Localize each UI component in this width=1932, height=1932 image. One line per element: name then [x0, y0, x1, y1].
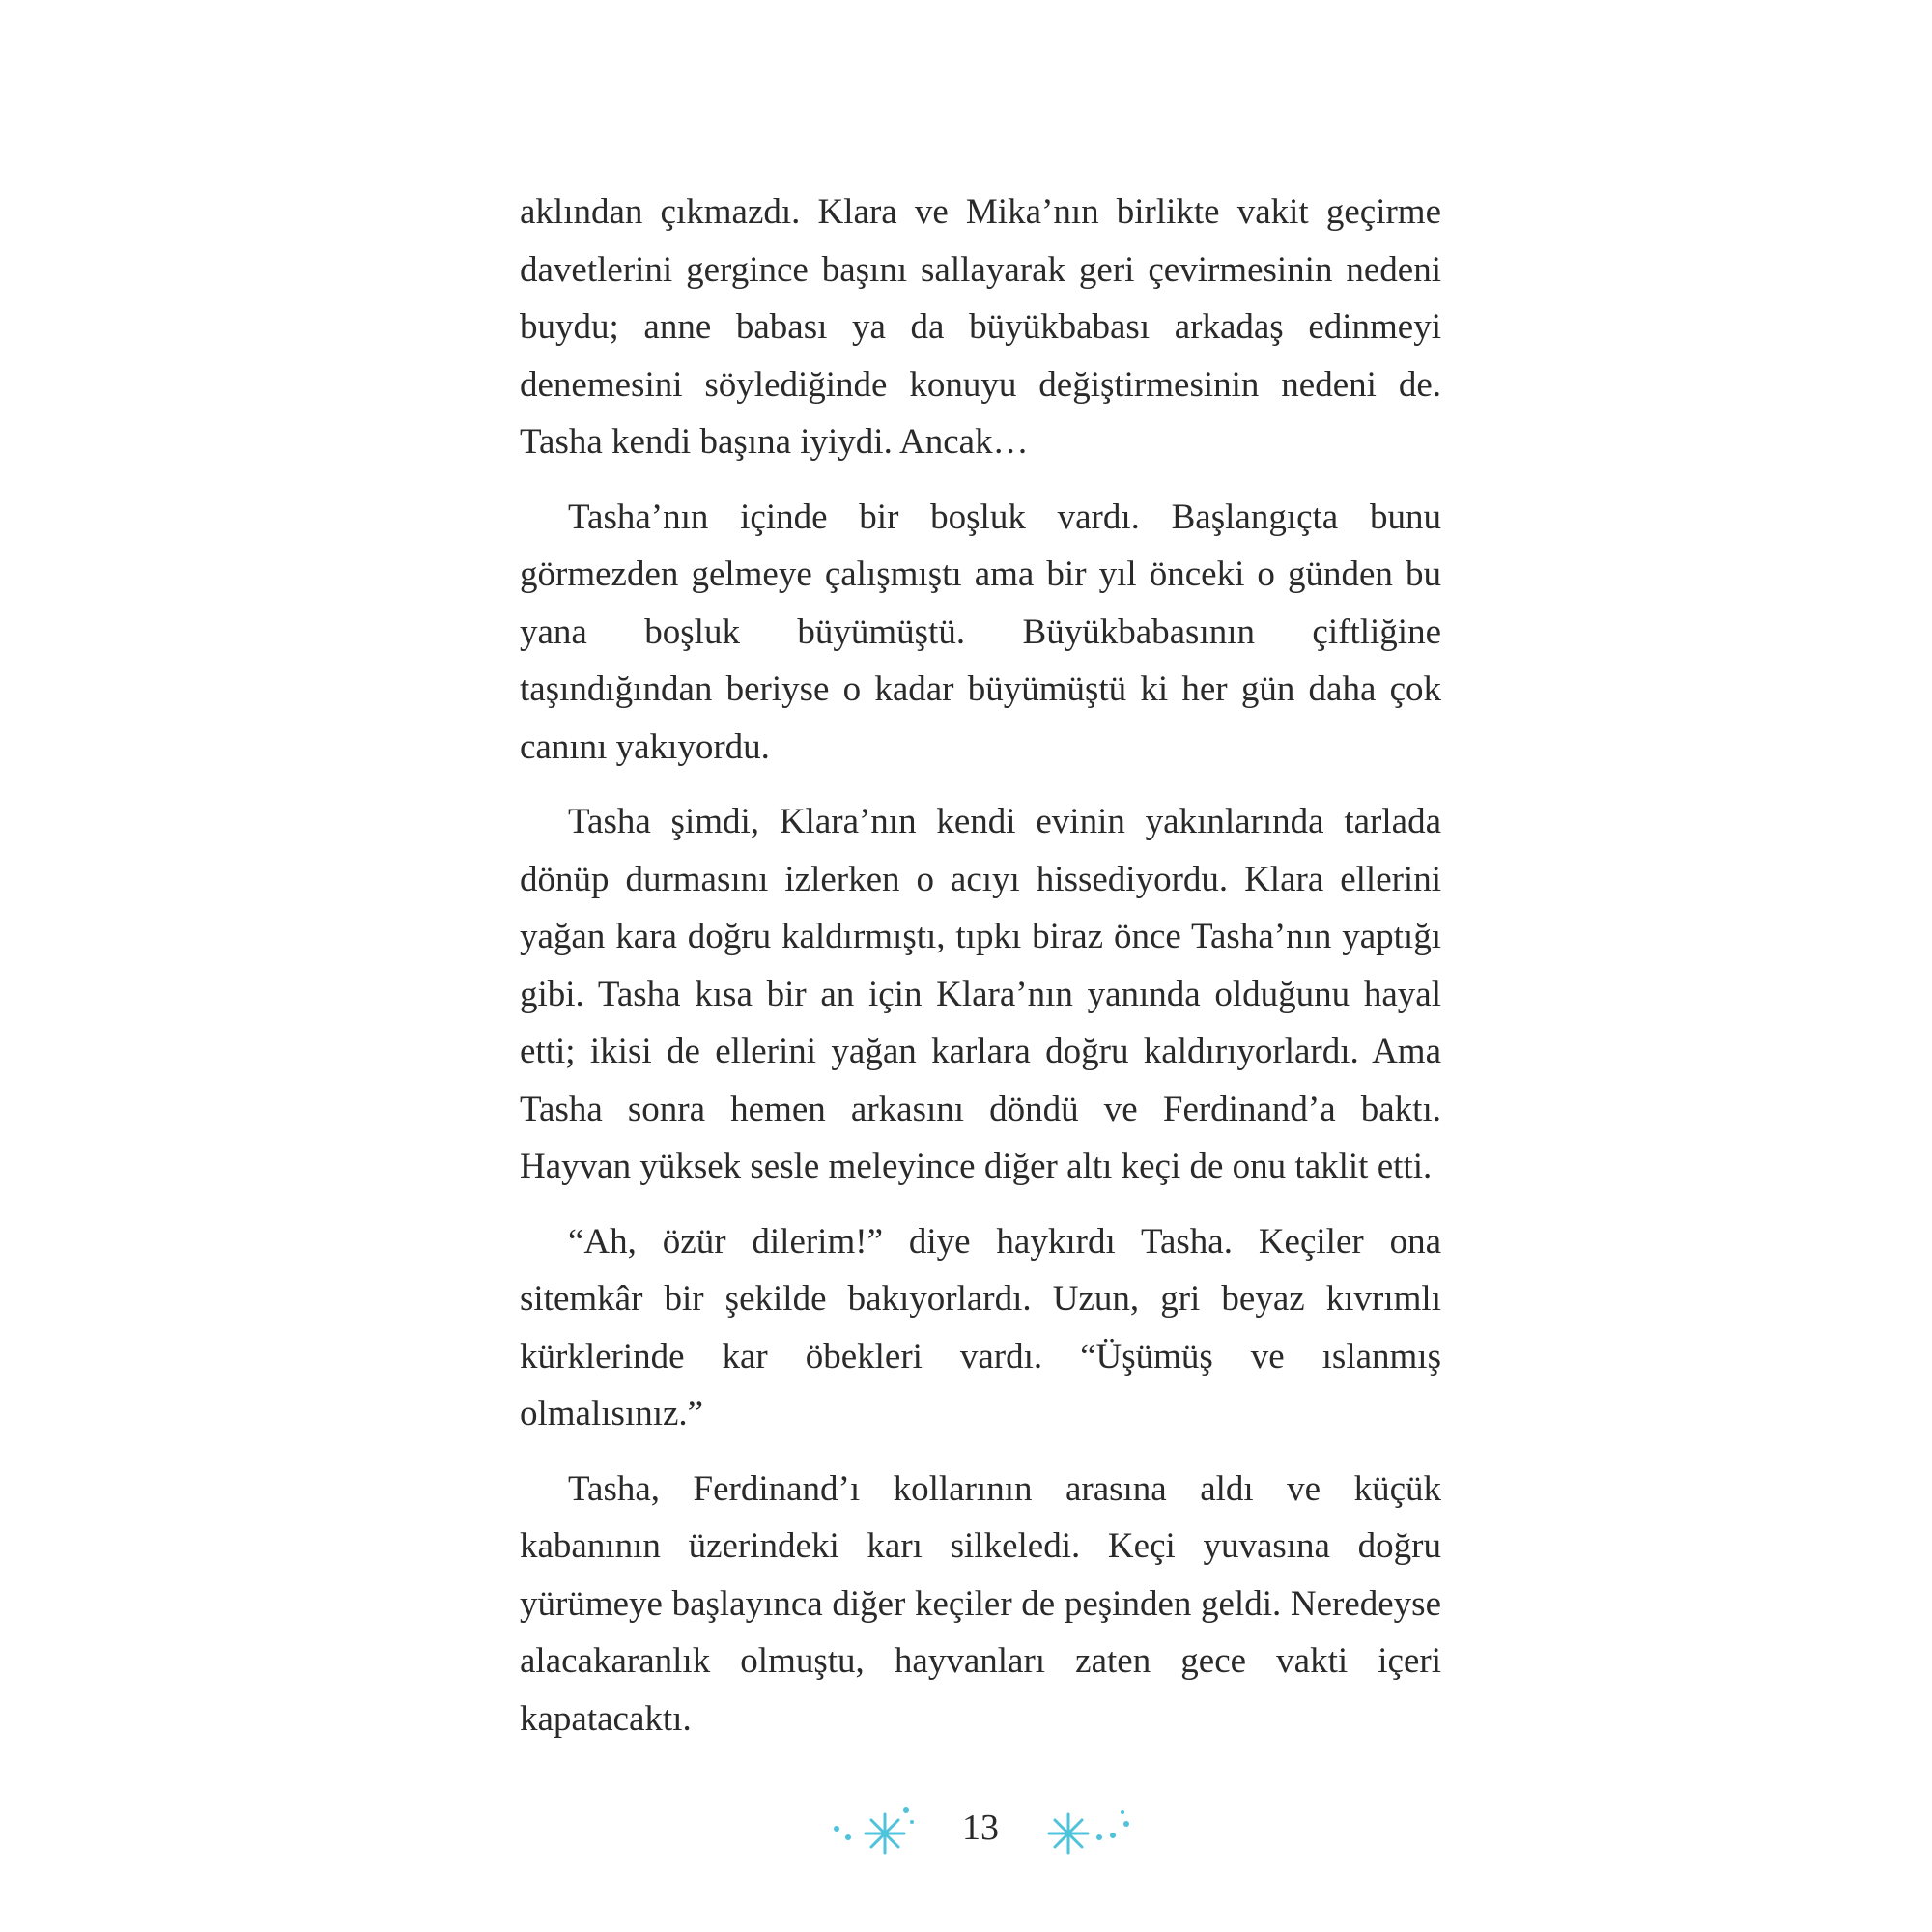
- paragraph-2: Tasha’nın içinde bir boşluk vardı. Başlangıçta bunu görmezden gelmeye çalışmıştı ama bir yıl önceki o günden bu yana boşluk büyümüştü. Büyükbabasının çiftliğine taşındığından beriyse o kadar büyümüştü ki her gün daha çok canını yakıyordu.: [520, 497, 1441, 767]
- body-text: [520, 184, 1441, 1765]
- page-number: 13: [962, 1807, 999, 1848]
- paragraph-1: aklından çıkmazdı. Klara ve Mika’nın birlikte vakit geçirme davetlerini gergince başını sallayarak geri çevirmesinin nedeni buydu; anne babası ya da büyükbabası arkadaş edinmeyi denemesini söylediğinde konuyu değiştirmesinin nedeni de. Tasha kendi başına iyiydi. Ancak…: [520, 192, 1441, 462]
- paragraph-5: Tasha, Ferdinand’ı kollarının arasına aldı ve küçük kabanının üzerindeki karı silkeledi. Keçi yuvasına doğru yürümeye başlayınca diğer keçiler de peşinden geldi. Neredeyse alacakaranlık olmuştu, hayvanları zaten gece vakti içeri kapatacaktı.: [520, 1468, 1441, 1739]
- page-footer: [0, 1797, 1932, 1874]
- snowflake-right-icon: [1045, 1803, 1132, 1861]
- paragraph-4: “Ah, özür dilerim!” diye haykırdı Tasha. Keçiler ona sitemkâr bir şekilde bakıyorlardı. Uzun, gri beyaz kıvrımlı kürklerinde kar öbekleri vardı. “Üşümüş ve ıslanmış olmalısınız.”: [520, 1221, 1441, 1434]
- paragraph-3: Tasha şimdi, Klara’nın kendi evinin yakınlarında tarlada dönüp durmasını izlerken o acıyı hissediyordu. Klara ellerini yağan kara doğru kaldırmıştı, tıpkı biraz önce Tasha’nın yaptığı gibi. Tasha kısa bir an için Klara’nın yanında olduğunu hayal etti; ikisi de ellerini yağan karlara doğru kaldırıyorlardı. Ama Tasha sonra hemen arkasını döndü ve Ferdinand’a baktı. Hayvan yüksek sesle meleyince diğer altı keçi de onu taklit etti.: [520, 802, 1441, 1186]
- snowflake-left-icon: [827, 1803, 914, 1861]
